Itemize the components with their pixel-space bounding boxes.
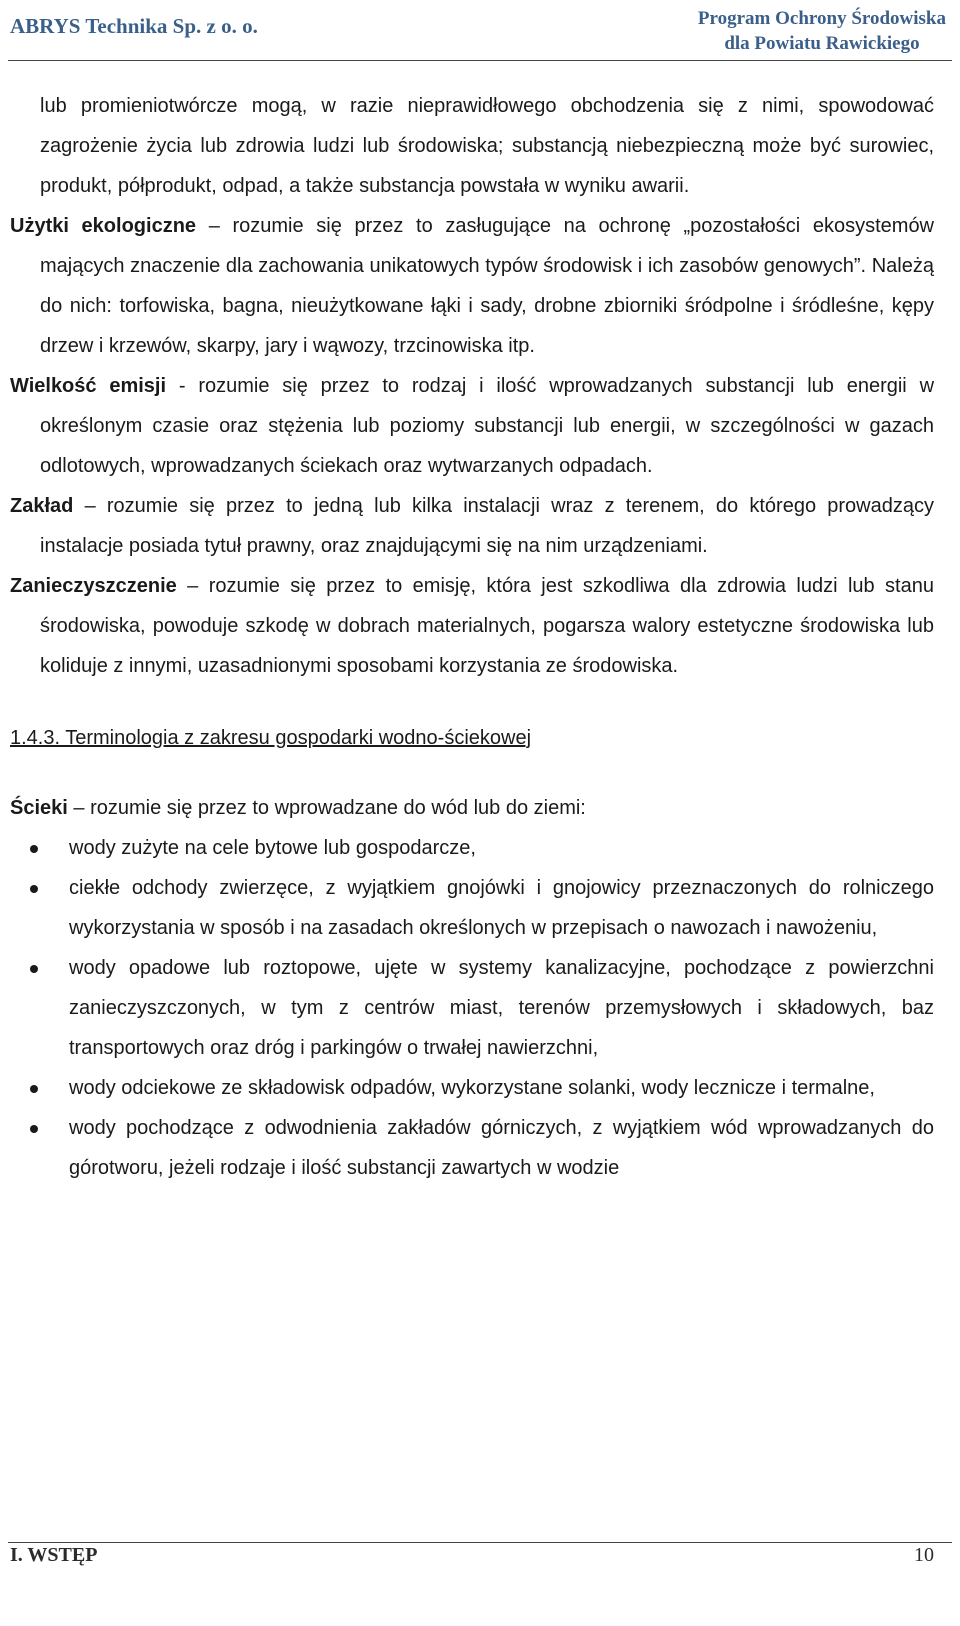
section-heading: 1.4.3. Terminologia z zakresu gospodarki wodno-ściekowej (10, 727, 532, 749)
page-footer (0, 1542, 960, 1626)
footer-divider (8, 1542, 952, 1543)
definition-term: Wielkość emisji (10, 375, 167, 397)
company-name: ABRYS Technika Sp. z o. o. (10, 14, 258, 38)
program-title-line1: Program Ochrony Środowiska (697, 8, 946, 29)
definition-text: – rozumie się przez to emisję, która jest szkodliwa dla zdrowia ludzi lub stanu środowiska, powoduje szkodę w dobrach materialnych, pogarsza walory estetyczne środowiska lub koliduje z innymi, uzasadnionymi sposobami korzystania ze środowiska. (40, 575, 934, 677)
definition-text: – rozumie się przez to jedną lub kilka instalacji wraz z terenem, do którego prowadzący instalacje posiada tytuł prawny, oraz znajdującymi się na nim urządzeniami. (40, 495, 934, 557)
definition-text: – rozumie się przez to zasługujące na ochronę „pozostałości ekosystemów mających znaczenie dla zachowania unikatowych typów środowisk i ich zasobów genowych”. Należą do nich: torfowiska, bagna, nieużytkowane łąki i sady, drobne zbiorniki śródpolne i śródleśne, kępy drzew i krzewów, skarpy, jary i wąwozy, trzcinowiska itp. (40, 215, 935, 357)
list-item (10, 1108, 934, 1188)
intro-paragraph: lub promieniotwórcze mogą, w razie nieprawidłowego obchodzenia się z nimi, spowodować zagrożenie życia lub zdrowia ludzi lub środowiska; substancją niebezpieczną może być surowiec, produkt, półprodukt, odpad, a także substancja powstała w wyniku awarii. (40, 95, 934, 197)
definition-term: Ścieki (10, 797, 68, 819)
definition-zaklad (10, 486, 934, 566)
program-title (698, 6, 946, 56)
definition-term: Zanieczyszczenie (10, 575, 177, 597)
list-item-text: wody odciekowe ze składowisk odpadów, wykorzystane solanki, wody lecznicze i termalne, (69, 1077, 875, 1099)
bullet-icon (30, 1125, 38, 1133)
definition-text: - rozumie się przez to rodzaj i ilość wprowadzanych substancji lub energii w określonym czasie oraz stężenia lub poziomy substancji lub energii, w szczególności w gazach odlotowych, wprowadzanych ściekach oraz wytwarzanych odpadach. (40, 375, 935, 477)
bullet-icon (30, 885, 38, 893)
page-header (0, 0, 960, 62)
definition-zanieczyszczenie (10, 566, 934, 686)
definition-uzytki (10, 206, 934, 366)
document-body (10, 86, 934, 1188)
list-item (10, 828, 934, 868)
page-number: 10 (914, 1544, 934, 1566)
list-item-text: ciekłe odchody zwierzęce, z wyjątkiem gnojówki i gnojowicy przeznaczonych do rolniczego wykorzystania w sposób i na zasadach określonych w przepisach o nawozach i nawożeniu, (69, 877, 934, 939)
list-item-text: wody zużyte na cele bytowe lub gospodarcze, (69, 837, 476, 859)
definition-term: Użytki ekologiczne (10, 215, 197, 237)
list-item (10, 948, 934, 1068)
program-title-line2: dla Powiatu Rawickiego (724, 33, 920, 54)
chapter-label: I. WSTĘP (10, 1544, 98, 1566)
scieki-list (10, 828, 934, 1188)
list-item (10, 1068, 934, 1108)
list-item-text: wody opadowe lub roztopowe, ujęte w systemy kanalizacyjne, pochodzące z powierzchni zanieczyszczonych, w tym z centrów miast, terenów przemysłowych i składowych, baz transportowych oraz dróg i parkingów o trwałej nawierzchni, (69, 957, 934, 1059)
list-item (10, 868, 934, 948)
definition-text: – rozumie się przez to wprowadzane do wód lub do ziemi: (67, 797, 586, 819)
definition-wielkosc-emisji (10, 366, 934, 486)
bullet-icon (30, 965, 38, 973)
bullet-icon (30, 845, 38, 853)
header-divider (8, 60, 952, 61)
definition-scieki (10, 788, 934, 828)
definition-term: Zakład (10, 495, 74, 517)
list-item-text: wody pochodzące z odwodnienia zakładów górniczych, z wyjątkiem wód wprowadzanych do górotworu, jeżeli rodzaje i ilość substancji zawartych w wodzie (69, 1117, 934, 1179)
bullet-icon (30, 1085, 38, 1093)
